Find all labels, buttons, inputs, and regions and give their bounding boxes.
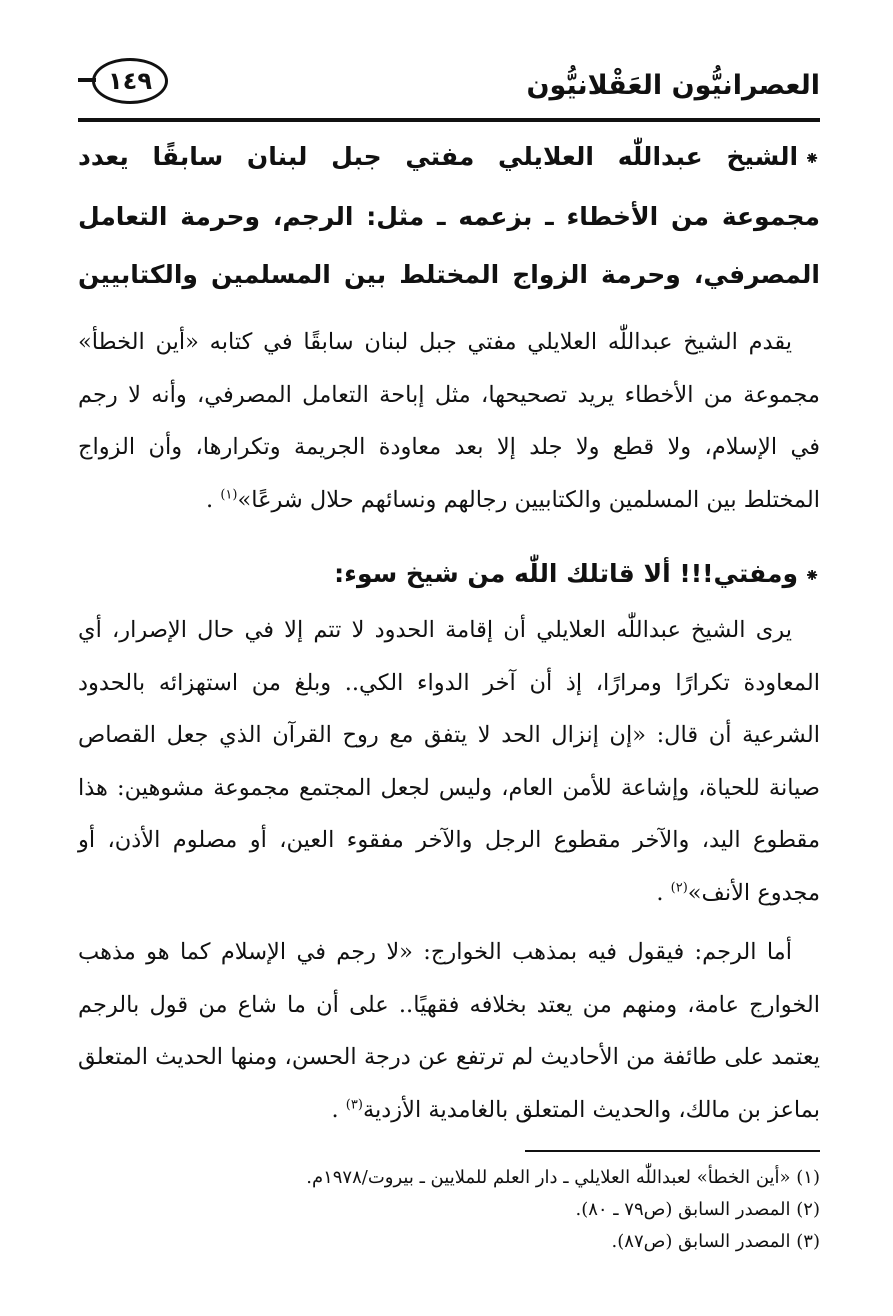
paragraph-tail: . (656, 879, 671, 906)
section-heading-text: ومفتي!!! ألا قاتلك اللّٰه من شيخ سوء: (334, 559, 799, 588)
section-heading-text: الشيخ عبداللّٰه العلايلي مفتي جبل لبنان سابقًا يعدد مجموعة من الأخطاء ـ بزعمه ـ مثل: الرجم، وحرمة التعامل المصرفي، وحرمة الزواج المختلط بين المسلمين والكتابيين (78, 142, 820, 289)
section-marker-icon: ⁕ (804, 565, 820, 587)
footnote: (٣) المصدر السابق (ص٨٧). (611, 1231, 820, 1252)
footnote-rule (525, 1150, 820, 1152)
footnotes (78, 1162, 820, 1258)
footnote: (٢) المصدر السابق (ص٧٩ ـ ٨٠). (575, 1199, 820, 1220)
footnote-ref[interactable]: (٣) (345, 1097, 363, 1112)
footnote-ref[interactable]: (٢) (670, 880, 688, 895)
paragraph-tail: . (331, 1096, 346, 1123)
paragraph-tail: . (206, 486, 221, 513)
page-body (78, 128, 820, 1136)
footnote: (١) «أين الخطأ» لعبداللّٰه العلايلي ـ دار العلم للملايين ـ بيروت/١٩٧٨م. (306, 1167, 820, 1188)
section-heading-first (78, 128, 820, 306)
section-heading-second (78, 550, 820, 600)
running-title: العصرانيُّون العَقْلانيُّون (526, 70, 820, 101)
body-paragraph (78, 926, 820, 1136)
page-header (78, 52, 820, 122)
footnote-ref[interactable]: (١) (220, 487, 238, 502)
body-paragraph (78, 316, 820, 526)
paragraph-text: أما الرجم: فيقول فيه بمذهب الخوارج: «لا رجم في الإسلام كما هو مذهب الخوارج عامة، ومنهم من يعتد بخلافه فقهيًا.. على أن ما شاع من قول بالرجم يعتمد على طائفة من الأحاديث لم ترتفع عن درجة الحسن، ومنها الحديث المتعلق بماعز بن مالك، والحديث المتعلق بالغامدية الأزدية (78, 939, 820, 1123)
paragraph-text: يرى الشيخ عبداللّٰه العلايلي أن إقامة الحدود لا تتم إلا في حال الإصرار، أي المعاودة تكرارًا ومرارًا، إذ أن آخر الدواء الكي.. وبلغ من استهزائه بالحدود الشرعية أن قال: «إن إنزال الحد لا يتفق مع روح القرآن الذي جعل القصاص صيانة للحياة، وإشاعة للأمن العام، وليس لجعل المجتمع مجموعة مشوهين: هذا مقطوع اليد، والآخر مقطوع الرجل والآخر مفقوء العين، أو مصلوم الأذن، أو مجدوع الأنف» (78, 617, 820, 906)
page-number: ١٤٩ (92, 58, 168, 104)
header-rule (78, 118, 820, 122)
section-marker-icon: ⁕ (804, 148, 820, 170)
paragraph-text: يقدم الشيخ عبداللّٰه العلايلي مفتي جبل لبنان سابقًا في كتابه «أين الخطأ» مجموعة من الأخطاء يريد تصحيحها، مثل إباحة التعامل المصرفي، وأنه لا رجم في الإسلام، ولا قطع ولا جلد إلا بعد معاودة الجريمة وتكرارها، وأن الزواج المختلط بين المسلمين والكتابيين رجالهم ونسائهم حلال شرعًا» (78, 329, 820, 513)
body-paragraph (78, 604, 820, 919)
